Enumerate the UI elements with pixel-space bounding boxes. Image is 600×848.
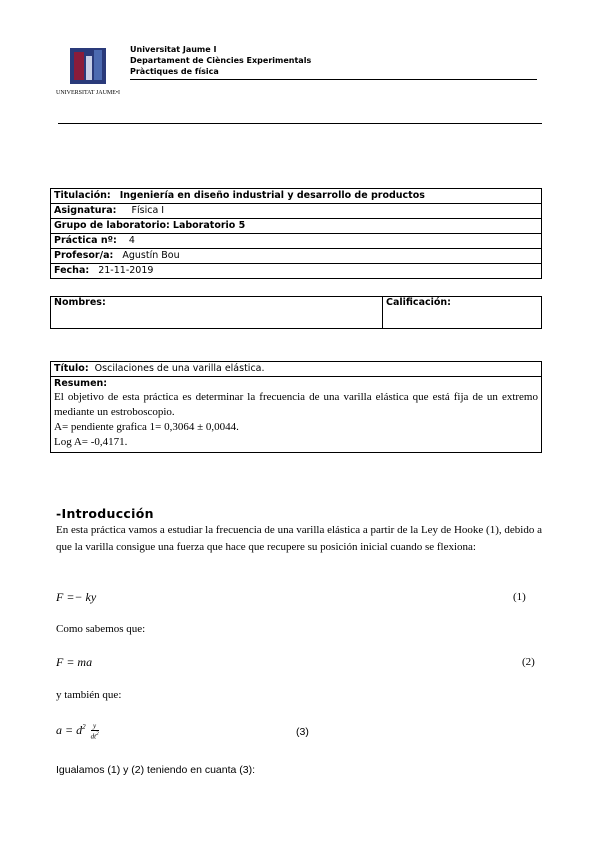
grupo-label: Grupo de laboratorio:	[54, 220, 170, 231]
grupo-row	[51, 219, 542, 234]
calificacion-label: Calificación:	[386, 297, 451, 308]
equation-3-number: (3)	[296, 726, 309, 738]
university-logo	[55, 46, 121, 106]
profesor-row	[51, 249, 542, 264]
logo-text: UNIVERSITAT JAUME•I	[55, 90, 121, 96]
asignatura-value: Física I	[131, 205, 165, 216]
text-como-sabemos: Como sabemos que:	[56, 623, 146, 635]
titulacion-value: Ingeniería en diseño industrial y desarrollo de productos	[119, 190, 425, 201]
equation-3-denominator: $dt^2$	[90, 732, 99, 741]
names-table	[50, 296, 542, 329]
grupo-value: Laboratorio 5	[172, 220, 246, 231]
fecha-value: 21-11-2019	[98, 265, 154, 276]
asignatura-label: Asignatura:	[54, 205, 117, 216]
titulo-value: Oscilaciones de una varilla elástica.	[94, 363, 265, 374]
equation-3-lhs: a = d	[56, 722, 83, 737]
fecha-row	[51, 264, 542, 279]
titulacion-label: Titulación:	[54, 190, 111, 201]
titulo-label: Título:	[54, 363, 89, 374]
nombres-label: Nombres:	[54, 297, 106, 308]
info-table	[50, 188, 542, 279]
equation-3-sup: 2	[82, 722, 86, 731]
resumen-label: Resumen:	[54, 378, 108, 389]
fecha-label: Fecha:	[54, 265, 90, 276]
titulacion-row	[51, 189, 542, 204]
practica-label: Práctica nº:	[54, 235, 117, 246]
profesor-value: Agustín Bou	[122, 250, 180, 261]
equation-1-number: (1)	[513, 591, 526, 603]
profesor-label: Profesor/a:	[54, 250, 114, 261]
text-igualamos: Igualamos (1) y (2) teniendo en cuanta (3):	[56, 764, 256, 776]
intro-paragraph: En esta práctica vamos a estudiar la frecuencia de una varilla elástica a partir de la Ley de Hooke (1), debido a que la varilla consigue una fuerza que hace que recupere su posición inicial cuando se flexiona:	[56, 524, 542, 553]
text-y-tambien: y también que:	[56, 689, 122, 701]
equation-2: F = ma	[56, 655, 93, 669]
resumen-line2: A= pendiente grafica 1= 0,3064 ± 0,0044.	[54, 421, 239, 433]
practica-value: 4	[128, 235, 135, 246]
course-type: Pràctiques de física	[130, 67, 219, 76]
practica-row	[51, 234, 542, 249]
header-text	[130, 44, 311, 77]
university-name: Universitat Jaume I	[130, 45, 217, 54]
department-name: Departament de Ciències Experimentals	[130, 56, 312, 65]
asignatura-row	[51, 204, 542, 219]
page-rule	[58, 123, 542, 124]
section-heading: -Introducción	[56, 506, 154, 521]
equation-1: F =− ky	[56, 590, 97, 604]
resumen-line3: Log A= -0,4171.	[54, 436, 128, 448]
summary-table	[50, 361, 542, 453]
equation-2-number: (2)	[522, 656, 535, 668]
equation-3-fraction	[91, 722, 99, 740]
resumen-line1: El objetivo de esta práctica es determinar la frecuencia de una varilla elástica que está fija de un extremo mediante un estroboscopio.	[54, 391, 538, 418]
equation-3-numerator: y	[91, 722, 99, 731]
header-rule	[130, 79, 537, 80]
equation-3	[56, 722, 99, 740]
